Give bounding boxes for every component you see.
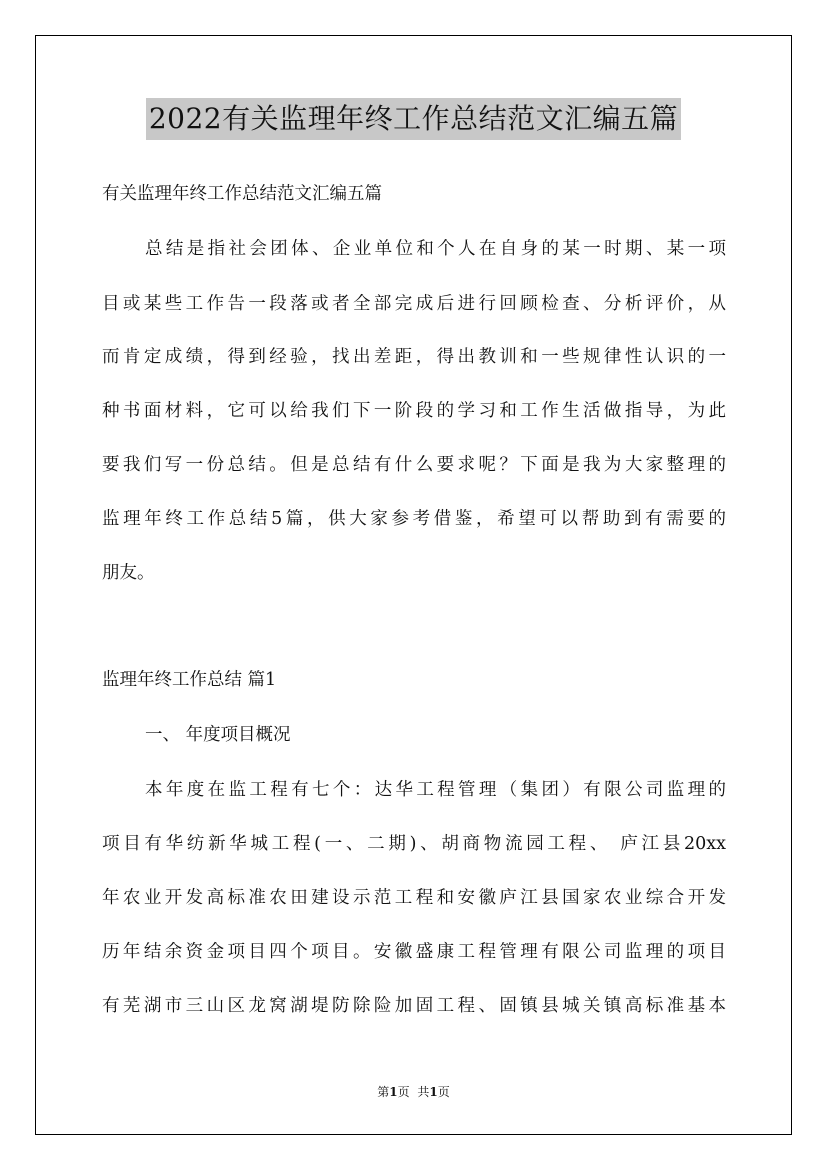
intro-line: 目或某些工作告一段落或者全部完成后进行回顾检查、分析评价，从	[102, 294, 726, 314]
total-label-prefix: 共	[417, 1085, 430, 1099]
page-footer	[0, 1083, 827, 1101]
body-line: 本年度在监工程有七个：达华工程管理（集团）有限公司监理的	[145, 780, 726, 800]
body-line: 有芜湖市三山区龙窝湖堤防除险加固工程、固镇县城关镇高标准基本	[102, 996, 726, 1016]
intro-line: 种书面材料，它可以给我们下一阶段的学习和工作生活做指导，为此	[102, 401, 726, 421]
document-title: 2022有关监理年终工作总结范文汇编五篇	[146, 98, 681, 140]
page-label-prefix: 第	[377, 1085, 390, 1099]
section-heading: 监理年终工作总结 篇1	[102, 670, 277, 690]
intro-line: 总结是指社会团体、企业单位和个人在自身的某一时期、某一项	[145, 239, 726, 259]
document-subtitle: 有关监理年终工作总结范文汇编五篇	[102, 184, 382, 204]
intro-line: 而肯定成绩，得到经验，找出差距，得出教训和一些规律性认识的一	[102, 347, 726, 367]
body-line: 年农业开发高标准农田建设示范工程和安徽庐江县国家农业综合开发	[102, 888, 726, 908]
body-line: 历年结余资金项目四个项目。安徽盛康工程管理有限公司监理的项目	[102, 942, 726, 962]
page-label-suffix: 页	[397, 1085, 410, 1099]
title-container	[0, 98, 827, 140]
total-label-suffix: 页	[437, 1085, 450, 1099]
subsection-heading: 一、 年度项目概况	[145, 725, 291, 745]
body-line: 项目有华纺新华城工程(一、二期)、胡商物流园工程、 庐江县20xx	[102, 834, 726, 854]
total-pages: 1	[429, 1085, 438, 1099]
intro-line: 朋友。	[102, 563, 155, 583]
page-number: 1	[389, 1085, 398, 1099]
intro-line: 监理年终工作总结5篇，供大家参考借鉴，希望可以帮助到有需要的	[102, 509, 726, 529]
intro-line: 要我们写一份总结。但是总结有什么要求呢？下面是我为大家整理的	[102, 455, 726, 475]
